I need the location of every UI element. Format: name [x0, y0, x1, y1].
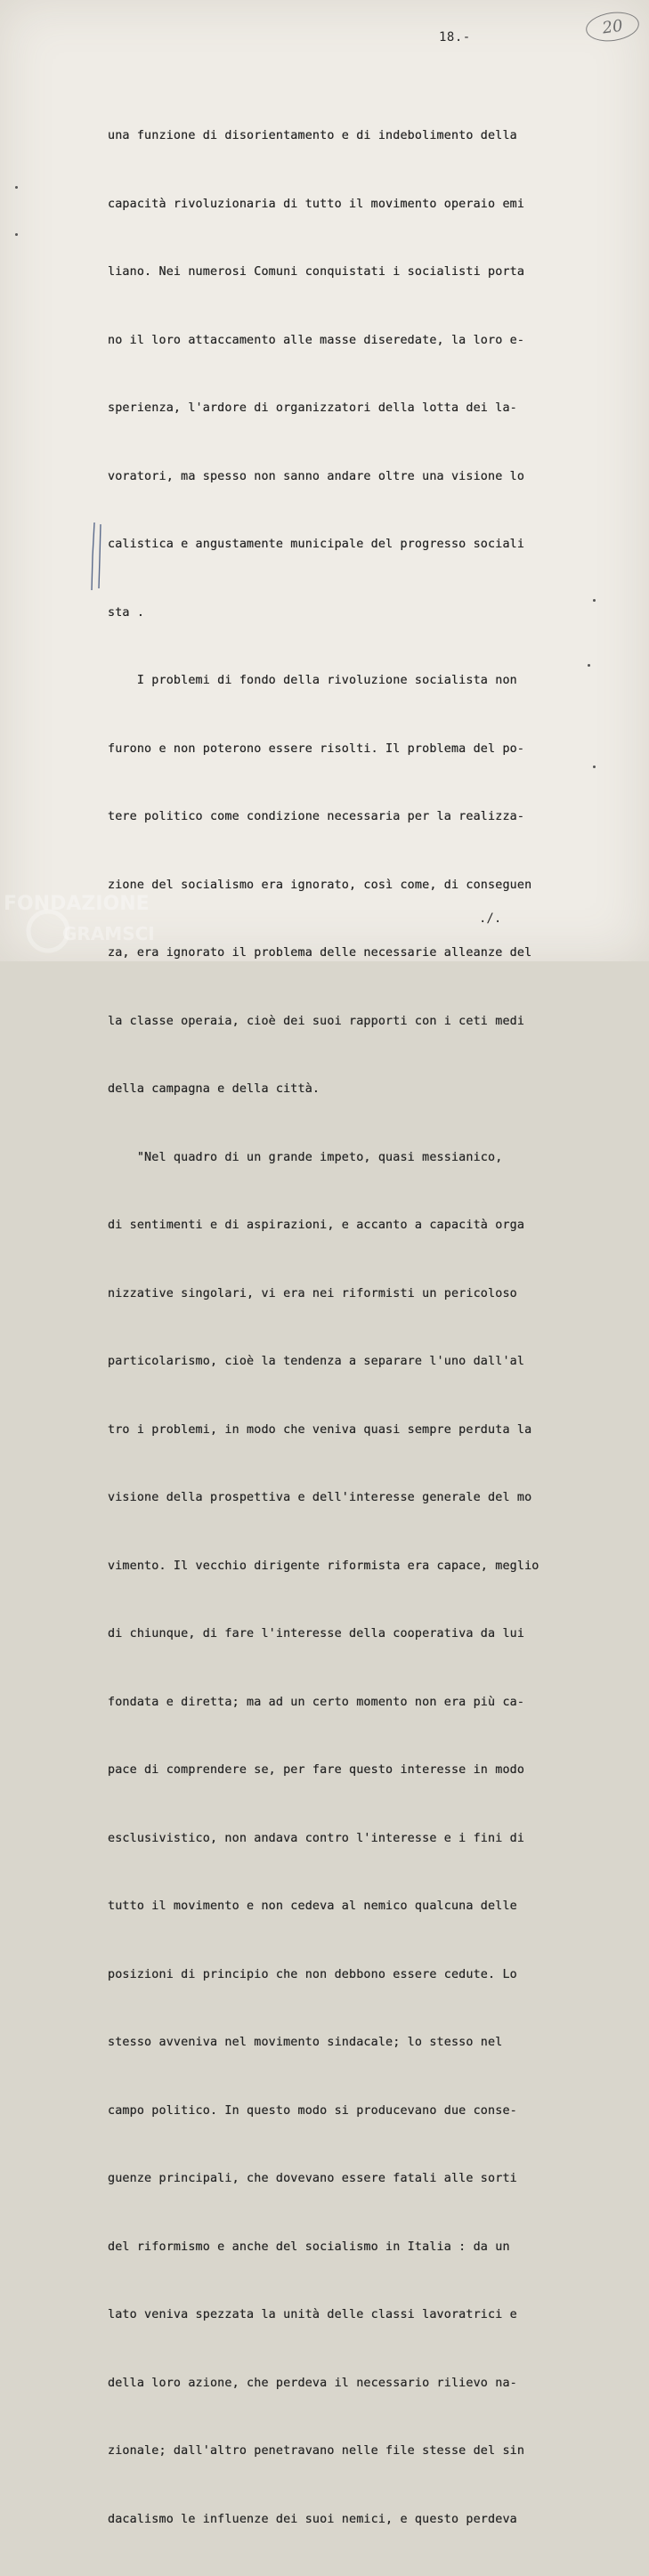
- margin-dot: [593, 766, 596, 768]
- text-line: sperienza, l'ardore di organizzatori della lotta dei la-: [108, 401, 517, 415]
- text-line: no il loro attaccamento alle masse diseredate, la loro e-: [108, 333, 525, 347]
- text-line: sta .: [108, 605, 145, 620]
- text-line: zione del socialismo era ignorato, così come, di conseguen: [108, 878, 532, 892]
- margin-vertical-marks: [87, 521, 107, 592]
- watermark-line2: GRAMSCI: [62, 923, 155, 944]
- page-number: 18.-: [439, 30, 471, 45]
- text-line: della campagna e della città.: [108, 1082, 320, 1096]
- text-line: "Nel quadro di un grande impeto, quasi messianico,: [108, 1150, 503, 1164]
- archive-stamp-number: 20: [584, 9, 641, 45]
- margin-dot: [593, 599, 596, 602]
- text-line: dacalismo le influenze dei suoi nemici, e questo perdeva: [108, 2512, 517, 2526]
- text-line: tutto il movimento e non cedeva al nemico qualcuna delle: [108, 1900, 517, 1913]
- text-line: lato veniva spezzata la unità delle classi lavoratrici e: [108, 2308, 517, 2321]
- text-line: nizzative singolari, vi era nei riformisti un pericoloso: [108, 1286, 517, 1300]
- text-line: tere politico come condizione necessaria per la realizza-: [108, 810, 525, 823]
- text-line: furono e non poterono essere risolti. Il problema del po-: [108, 741, 525, 756]
- text-line: di chiunque, di fare l'interesse della cooperativa da lui: [108, 1627, 525, 1640]
- text-line: del riformismo e anche del socialismo in Italia : da un: [108, 2240, 510, 2254]
- text-line: I problemi di fondo della rivoluzione socialista non: [108, 674, 517, 687]
- watermark-line1: FONDAZIONE: [4, 893, 150, 915]
- text-line: una funzione di disorientamento e di indebolimento della: [108, 129, 517, 142]
- text-line: capacità rivoluzionaria di tutto il movimento operaio emi: [108, 197, 525, 211]
- typewritten-text: [108, 79, 588, 2576]
- text-line: di sentimenti e di aspirazioni, e accanto a capacità orga: [108, 1219, 525, 1232]
- text-line: pace di comprendere se, per fare questo interesse in modo: [108, 1763, 525, 1777]
- text-line: vimento. Il vecchio dirigente riformista era capace, meglio: [108, 1559, 539, 1573]
- margin-dot: [15, 186, 18, 189]
- text-line: posizioni di principio che non debbono essere cedute. Lo: [108, 1967, 517, 1981]
- text-line: tro i problemi, in modo che veniva quasi sempre perduta la: [108, 1422, 532, 1437]
- text-line: visione della prospettiva e dell'interesse generale del mo: [108, 1491, 532, 1504]
- text-line: guenze principali, che dovevano essere fatali alle sorti: [108, 2172, 517, 2185]
- text-line: particolarismo, cioè la tendenza a separare l'uno dall'al: [108, 1355, 525, 1368]
- fondazione-gramsci-watermark: [0, 887, 178, 961]
- text-line: liano. Nei numerosi Comuni conquistati i socialisti porta: [108, 265, 525, 279]
- text-line: voratori, ma spesso non sanno andare oltre una visione lo: [108, 469, 525, 483]
- text-line: zionale; dall'altro penetravano nelle file stesse del sin: [108, 2444, 525, 2458]
- text-line: della loro azione, che perdeva il necessario rilievo na-: [108, 2376, 517, 2390]
- text-line: campo politico. In questo modo si producevano due conse-: [108, 2103, 517, 2118]
- continuation-mark: ./.: [479, 911, 502, 926]
- text-line: fondata e diretta; ma ad un certo momento non era più ca-: [108, 1695, 525, 1709]
- margin-dot: [15, 233, 18, 236]
- text-line: esclusivistico, non andava contro l'interesse e i fini di: [108, 1831, 525, 1845]
- text-line: calistica e angustamente municipale del progresso sociali: [108, 538, 525, 551]
- text-line: la classe operaia, cioè dei suoi rapporti con i ceti medi: [108, 1014, 525, 1028]
- text-line: za, era ignorato il problema delle necessarie alleanze del: [108, 946, 532, 960]
- text-line: stesso avveniva nel movimento sindacale; lo stesso nel: [108, 2036, 503, 2049]
